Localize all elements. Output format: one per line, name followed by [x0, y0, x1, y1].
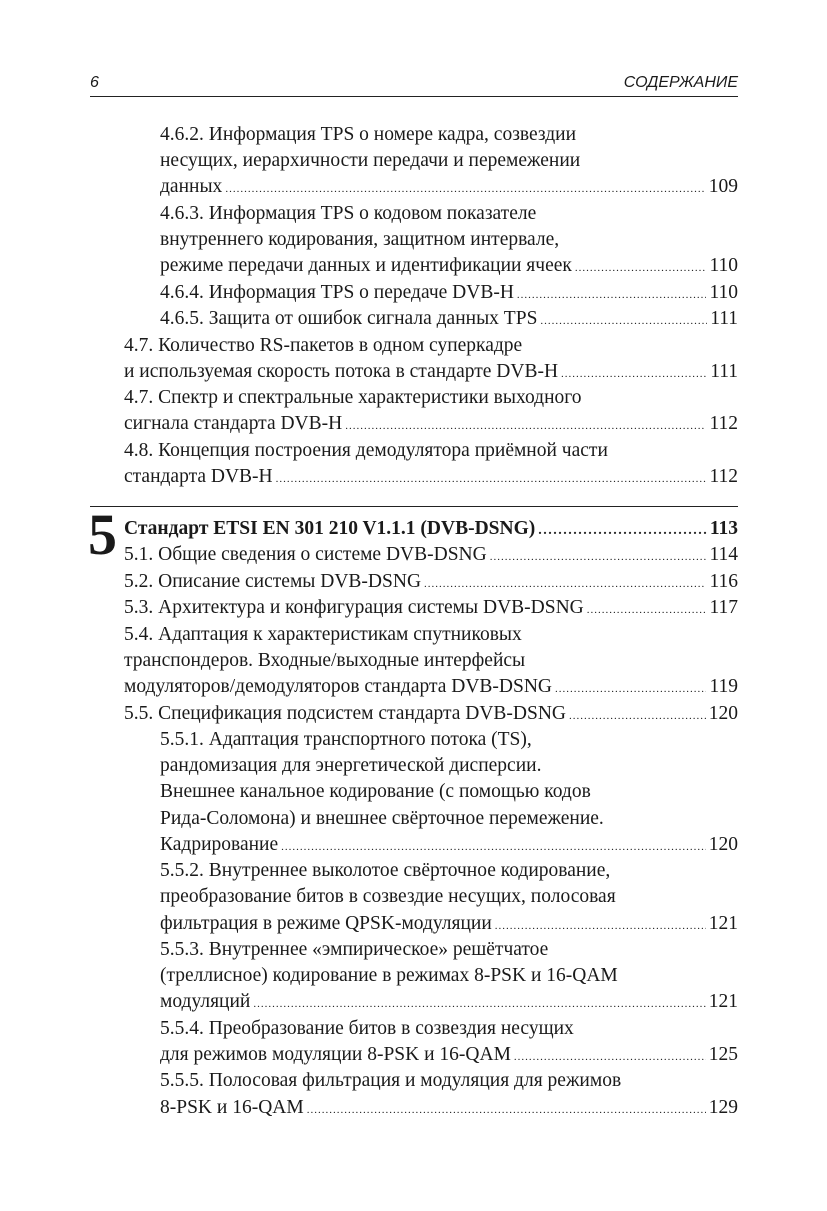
leader-dots	[561, 361, 707, 387]
page-ref: 110	[709, 282, 738, 303]
toc-entry-5-5-2[interactable]: фильтрация в режиме QPSK-модуляции ..... 121	[160, 911, 738, 937]
page-ref: 116	[709, 571, 738, 592]
leader-dots	[540, 308, 707, 334]
leader-dots	[555, 676, 706, 702]
leader-dots	[538, 518, 707, 544]
toc-line: 5.5.2. Внутреннее выколотое свёрточное кодирование,	[160, 860, 611, 881]
toc-entry-4-6-5[interactable]: 4.6.5. Защита от ошибок сигнала данных TPS ..... 111	[160, 306, 738, 332]
page-ref: 121	[708, 991, 738, 1012]
page-ref: 121	[708, 913, 738, 934]
toc-entry-5-5-4[interactable]: для режимов модуляции 8-PSK и 16-QAM ..... 125	[160, 1042, 738, 1068]
running-title: СОДЕРЖАНИЕ	[623, 74, 738, 91]
page-ref: 117	[709, 597, 738, 618]
toc-line: 4.6.3. Информация TPS о кодовом показателе	[160, 203, 537, 224]
leader-dots	[569, 703, 706, 729]
toc-entry-5-5-1[interactable]: Кадрирование ..... 120	[160, 832, 738, 858]
leader-dots	[495, 913, 706, 939]
toc-entry-4-8[interactable]: стандарта DVB-H ..... 112	[124, 464, 738, 490]
toc-entry-5-4[interactable]: модуляторов/демодуляторов стандарта DVB-DSNG ..... 119	[124, 674, 738, 700]
toc-line: транспондеров. Входные/выходные интерфейсы	[124, 650, 526, 671]
chapter-divider	[90, 506, 738, 507]
toc-entry-5-1[interactable]: 5.1. Общие сведения о системе DVB-DSNG ..... 114	[124, 542, 738, 568]
page-header	[90, 72, 738, 97]
chapter-title-entry[interactable]	[124, 516, 738, 542]
page-ref: 112	[709, 413, 738, 434]
leader-dots	[253, 991, 705, 1017]
leader-dots	[424, 571, 706, 597]
toc-line: 4.7. Спектр и спектральные характеристики выходного	[124, 387, 582, 408]
page-ref: 114	[709, 544, 738, 565]
leader-dots	[575, 255, 707, 281]
toc-entry-4-7b[interactable]: сигнала стандарта DVB-H ..... 112	[124, 411, 738, 437]
toc-entry-5-5-3[interactable]: модуляций ..... 121	[160, 989, 738, 1015]
leader-dots	[517, 282, 707, 308]
toc-entry-4-6-3[interactable]: режиме передачи данных и идентификации ячеек ..... 110	[160, 253, 738, 279]
leader-dots	[281, 834, 706, 860]
toc-line: (треллисное) кодирование в режимах 8-PSK и 16-QAM	[160, 965, 618, 986]
toc-line: 4.7. Количество RS-пакетов в одном суперкадре	[124, 335, 523, 356]
toc-entry-5-2[interactable]: 5.2. Описание системы DVB-DSNG ..... 116	[124, 569, 738, 595]
leader-dots	[345, 413, 706, 439]
toc-entry-4-6-2[interactable]: данных ..... 109	[160, 174, 738, 200]
leader-dots	[307, 1097, 706, 1123]
chapter-number: 5	[88, 502, 117, 567]
page-ref: 110	[709, 255, 738, 276]
leader-dots	[276, 466, 707, 492]
toc-line: преобразование битов в созвездие несущих, полосовая	[160, 886, 616, 907]
toc-entry-4-7a[interactable]: и используемая скорость потока в стандарте DVB-H ..... 111	[124, 359, 738, 385]
chapter-title: Стандарт ETSI EN 301 210 V1.1.1 (DVB-DSNG)	[124, 518, 536, 539]
toc-line: 4.6.2. Информация TPS о номере кадра, созвездии	[160, 124, 577, 145]
page-ref: 120	[708, 834, 738, 855]
page-ref: 120	[708, 703, 738, 724]
leader-dots	[587, 597, 707, 623]
toc-line: рандомизация для энергетической дисперсии.	[160, 755, 542, 776]
toc-line: несущих, иерархичности передачи и перемежении	[160, 150, 581, 171]
leader-dots	[514, 1044, 706, 1070]
page-ref: 112	[709, 466, 738, 487]
leader-dots	[490, 544, 707, 570]
toc-entry-5-5-5[interactable]: 8-PSK и 16-QAM ..... 129	[160, 1095, 738, 1121]
toc-line: 5.5.1. Адаптация транспортного потока (TS),	[160, 729, 532, 750]
page-ref: 119	[709, 676, 738, 697]
toc-line: Внешнее канальное кодирование (с помощью кодов	[160, 781, 591, 802]
toc-line: 5.5.5. Полосовая фильтрация и модуляция для режимов	[160, 1070, 622, 1091]
page-ref: 129	[708, 1097, 738, 1118]
toc-line: 5.5.4. Преобразование битов в созвездия несущих	[160, 1018, 574, 1039]
toc-line: 5.4. Адаптация к характеристикам спутниковых	[124, 624, 522, 645]
page-ref: 113	[709, 518, 738, 539]
page-ref: 111	[710, 361, 738, 382]
page-ref: 125	[708, 1044, 738, 1065]
page-ref: 111	[710, 308, 738, 329]
toc-entry-4-6-4[interactable]: 4.6.4. Информация TPS о передаче DVB-H ..... 110	[160, 280, 738, 306]
leader-dots	[225, 176, 705, 202]
page-ref: 109	[708, 176, 738, 197]
toc-entry-5-5[interactable]: 5.5. Спецификация подсистем стандарта DVB-DSNG ..... 120	[124, 701, 738, 727]
toc-line: внутреннего кодирования, защитном интервале,	[160, 229, 560, 250]
toc-line: 5.5.3. Внутреннее «эмпирическое» решётчатое	[160, 939, 549, 960]
toc-entry-5-3[interactable]: 5.3. Архитектура и конфигурация системы DVB-DSNG ..... 117	[124, 595, 738, 621]
toc-line: 4.8. Концепция построения демодулятора приёмной части	[124, 440, 608, 461]
page-number: 6	[90, 74, 99, 91]
toc-line: Рида-Соломона) и внешнее свёрточное перемежение.	[160, 808, 604, 829]
